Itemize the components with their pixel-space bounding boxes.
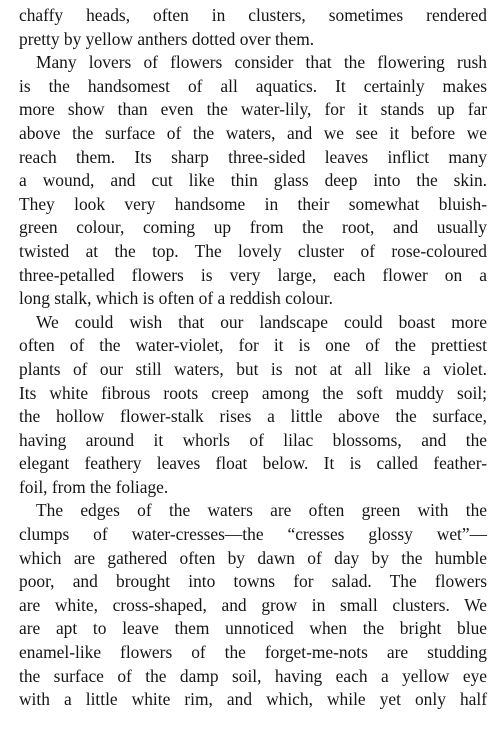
text-line: Many lovers of flowers consider that the flowering rush [36,52,487,73]
text-line: green colour, coming up from the root, and usually [19,217,487,238]
text-line: having around it whorls of lilac blossoms, and the [19,429,487,450]
text-line: They look very handsome in their somewhat bluish- [19,193,487,214]
text-line: long stalk, which is often of a reddish colour. [19,288,333,309]
text-line: the hollow flower-stalk rises a little above the surface, [19,406,487,427]
text-line: elegant feathery leaves float below. It is called feather- [19,453,487,474]
page-text [19,0,487,712]
text-line: are white, cross-shaped, and grow in small clusters. We [19,594,487,615]
text-line: Its white fibrous roots creep among the soft muddy soil; [19,382,487,403]
text-line: often of the water-violet, for it is one of the prettiest [19,335,487,356]
text-line: The edges of the waters are often green with the [36,500,487,521]
text-line: are apt to leave them unnoticed when the bright blue [19,618,487,639]
text-line: plants of our still waters, but is not at all like a violet. [19,358,487,379]
text-line: is the handsomest of all aquatics. It certainly makes [19,75,487,96]
text-line: enamel-like flowers of the forget-me-nots are studding [19,642,487,663]
text-line: above the surface of the waters, and we see it before we [19,122,487,143]
text-line: clumps of water-cresses—the “cresses glossy wet”— [19,524,487,545]
text-line: chaffy heads, often in clusters, sometimes rendered [19,5,487,25]
text-line: with a little white rim, and which, while yet only half [19,689,487,710]
text-line: We could wish that our landscape could boast more [36,311,487,332]
text-line: reach them. Its sharp three-sided leaves inflict many [19,146,487,167]
text-line: three-petalled flowers is very large, each flower on a [19,264,487,285]
text-line: a wound, and cut like thin glass deep into the skin. [19,170,487,191]
paragraph-4 [19,499,487,711]
paragraph-1 [19,4,487,51]
text-line: which are gathered often by dawn of day by the humble [19,547,487,568]
paragraph-2 [19,51,487,311]
text-line: the surface of the damp soil, having each a yellow eye [19,665,487,686]
text-line: twisted at the top. The lovely cluster of rose-coloured [19,240,487,261]
paragraph-3 [19,311,487,500]
text-line: more show than even the water-lily, for it stands up far [19,99,487,120]
text-line: foil, from the foliage. [19,476,169,497]
text-line: pretty by yellow anthers dotted over them. [19,28,315,49]
text-line: poor, and brought into towns for salad. The flowers [19,571,487,592]
